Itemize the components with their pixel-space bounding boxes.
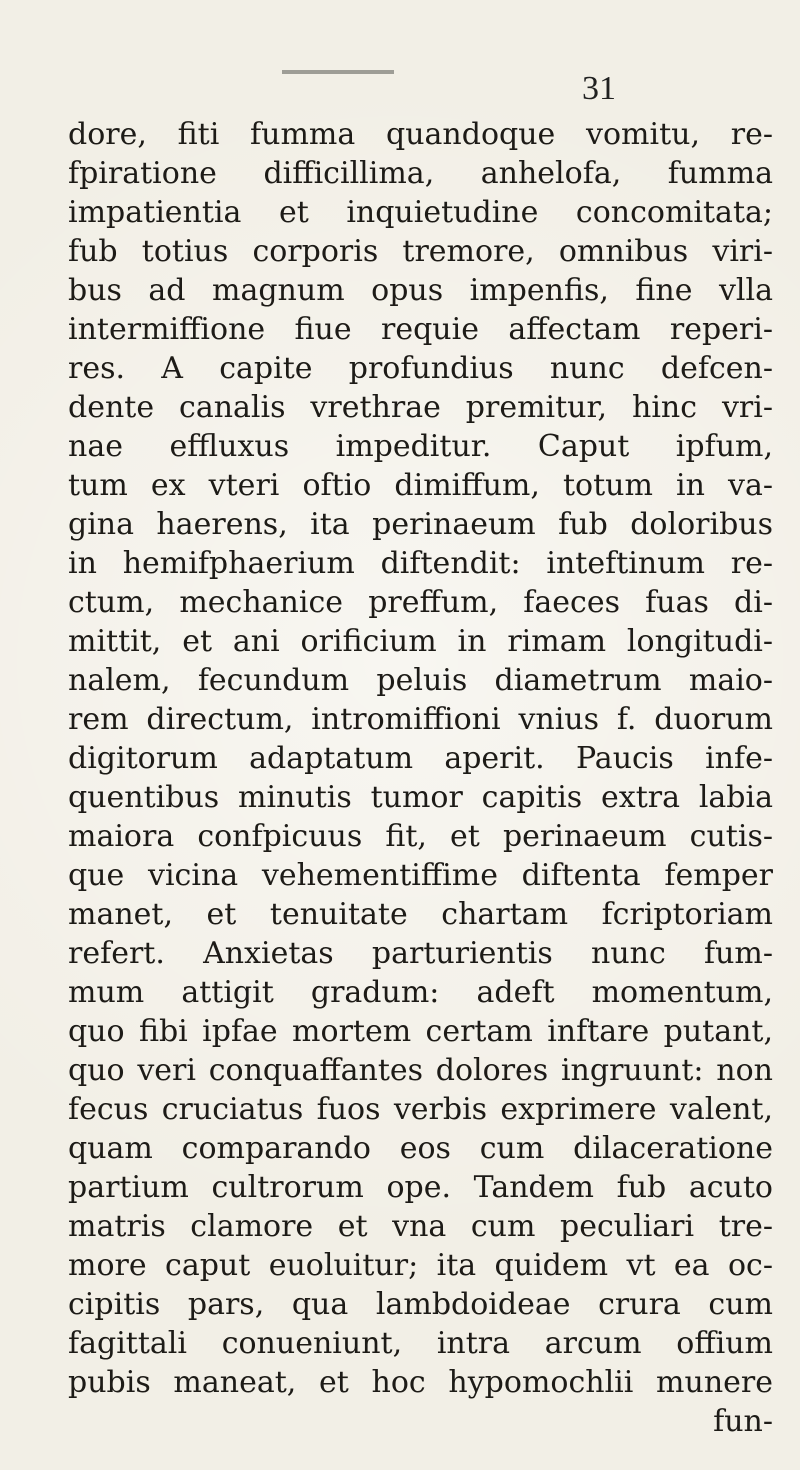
text-line: tum ex vteri oftio dimiffum, totum in va- [68, 468, 773, 503]
text-line: intermiffione fiue requie affectam reperi- [68, 312, 773, 347]
text-line: gina haerens, ita perinaeum fub doloribus [68, 507, 773, 542]
text-line: impatientia et inquietudine concomitata; [68, 195, 773, 230]
text-line: manet, et tenuitate chartam fcriptoriam [68, 897, 773, 932]
text-line: digitorum adaptatum aperit. Paucis infe- [68, 741, 773, 776]
page-number: 31 [582, 70, 616, 107]
text-line: nalem, fecundum peluis diametrum maio- [68, 663, 773, 698]
body-text [68, 112, 773, 1442]
text-line: cipitis pars, qua lambdoideae crura cum [68, 1287, 773, 1322]
text-line: mum attigit gradum: adeft momentum, [68, 975, 773, 1010]
text-line: que vicina vehementiffime diftenta femper [68, 858, 773, 893]
text-line: bus ad magnum opus impenfis, fine vlla [68, 273, 773, 308]
text-line: quo veri conquaffantes dolores ingruunt: non [68, 1053, 773, 1088]
text-line: partium cultrorum ope. Tandem fub acuto [68, 1170, 773, 1205]
text-line: res. A capite profundius nunc defcen- [68, 351, 773, 386]
text-line: dente canalis vrethrae premitur, hinc vri- [68, 390, 773, 425]
text-line: nae effluxus impeditur. Caput ipfum, [68, 429, 773, 464]
text-line: quam comparando eos cum dilaceratione [68, 1131, 773, 1166]
header-rule [282, 70, 394, 74]
text-line: ctum, mechanice preffum, faeces fuas di- [68, 585, 773, 620]
text-line: quentibus minutis tumor capitis extra labia [68, 780, 773, 815]
text-line: quo fibi ipfae mortem certam inftare putant, [68, 1014, 773, 1049]
text-line: refert. Anxietas parturientis nunc fum- [68, 936, 773, 971]
text-line: matris clamore et vna cum peculiari tre- [68, 1209, 773, 1244]
text-line: mittit, et ani orificium in rimam longitudi- [68, 624, 773, 659]
text-line: more caput euoluitur; ita quidem vt ea oc- [68, 1248, 773, 1283]
text-line: dore, fiti fumma quandoque vomitu, re- [68, 117, 773, 152]
text-line: fagittali conueniunt, intra arcum offium [68, 1326, 773, 1361]
text-line: fecus cruciatus fuos verbis exprimere valent, [68, 1092, 773, 1127]
text-line: maiora confpicuus fit, et perinaeum cutis- [68, 819, 773, 854]
text-line: in hemifphaerium diftendit: inteftinum re- [68, 546, 773, 581]
catchword: fun- [713, 1404, 773, 1439]
text-line: pubis maneat, et hoc hypomochlii munere [68, 1365, 773, 1400]
text-line: fpiratione difficillima, anhelofa, fumma [68, 156, 773, 191]
text-line: fub totius corporis tremore, omnibus viri- [68, 234, 773, 269]
text-line: rem directum, intromiffioni vnius f. duorum [68, 702, 773, 737]
